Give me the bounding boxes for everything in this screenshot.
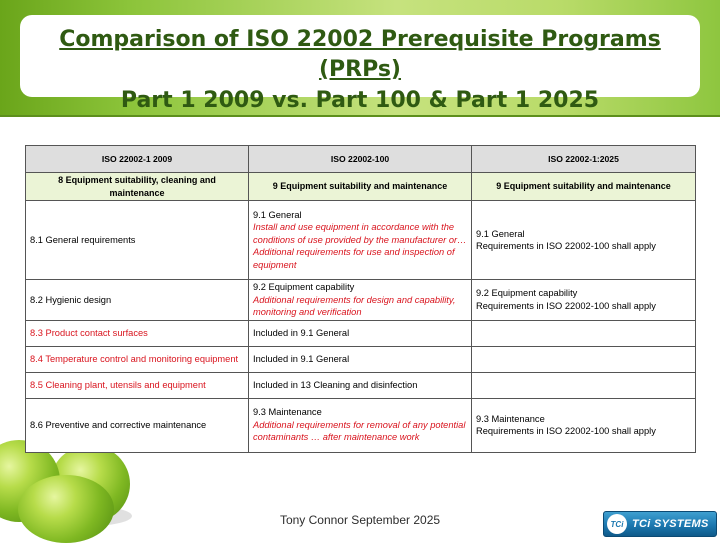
- table-row: [26, 201, 696, 280]
- table-cell: 8.2 Hygienic design: [26, 280, 249, 321]
- section-header: 9 Equipment suitability and maintenance: [249, 173, 472, 201]
- clause-heading: 9.3 Maintenance: [253, 407, 322, 418]
- clause-note: Additional requirements for removal of any potential contaminants … after maintenance work: [253, 419, 466, 443]
- title-box: [20, 15, 700, 113]
- clause-note: Additional requirements for use and inspection of equipment: [253, 247, 455, 270]
- clause-note: Install and use equipment in accordance with the conditions of use provided by the manufacturer or…: [253, 222, 467, 245]
- column-header: ISO 22002-1:2025: [472, 146, 696, 173]
- comparison-table: [25, 145, 696, 453]
- table-cell: 8.4 Temperature control and monitoring equipment: [26, 346, 249, 372]
- clause-note: Requirements in ISO 22002-100 shall apply: [476, 241, 656, 251]
- clause-heading: 9.1 General: [476, 228, 525, 239]
- footer-author-date: Tony Connor September 2025: [279, 513, 441, 527]
- table-row: [26, 320, 696, 346]
- table-cell: Included in 9.1 General: [249, 346, 472, 372]
- clause-note: Additional requirements for design and capability, monitoring and verification: [253, 294, 456, 317]
- table-cell: [249, 280, 472, 321]
- table-row: [26, 372, 696, 398]
- table-cell: Included in 13 Cleaning and disinfection: [249, 372, 472, 398]
- table-header-row: [26, 146, 696, 173]
- table-cell: [249, 201, 472, 280]
- clause-note: Requirements in ISO 22002-100 shall apply: [476, 426, 656, 436]
- table-cell-empty: [472, 320, 696, 346]
- table-cell-empty: [472, 346, 696, 372]
- table-cell: [472, 398, 696, 452]
- section-header: 8 Equipment suitability, cleaning and maintenance: [26, 173, 249, 201]
- table-row: [26, 398, 696, 452]
- company-logo: [603, 511, 717, 537]
- table-subheader-row: [26, 173, 696, 201]
- clause-heading: 9.2 Equipment capability: [476, 288, 578, 299]
- table-cell: 8.3 Product contact surfaces: [26, 320, 249, 346]
- page-title: Comparison of ISO 22002 Prerequisite Programs (PRPs): [59, 27, 661, 82]
- apple-image: [18, 475, 114, 543]
- table-cell-empty: [472, 372, 696, 398]
- table-cell: [249, 398, 472, 452]
- logo-mark: TCi: [607, 514, 627, 534]
- clause-heading: 9.2 Equipment capability: [253, 282, 355, 292]
- table-cell: [472, 201, 696, 280]
- section-header: 9 Equipment suitability and maintenance: [472, 173, 696, 201]
- clause-heading: 9.1 General: [253, 209, 302, 220]
- table-cell: [472, 280, 696, 321]
- table-cell: 8.1 General requirements: [26, 201, 249, 280]
- page-subtitle: Part 1 2009 vs. Part 100 & Part 1 2025: [120, 88, 600, 113]
- column-header: ISO 22002-1 2009: [26, 146, 249, 173]
- table-cell: 8.6 Preventive and corrective maintenance: [26, 398, 249, 452]
- table-row: [26, 280, 696, 321]
- table-row: [26, 346, 696, 372]
- logo-text: TCi SYSTEMS: [632, 518, 709, 530]
- table-cell: Included in 9.1 General: [249, 320, 472, 346]
- clause-note: Requirements in ISO 22002-100 shall apply: [476, 300, 656, 311]
- clause-heading: 9.3 Maintenance: [476, 413, 545, 424]
- column-header: ISO 22002-100: [249, 146, 472, 173]
- table-cell: 8.5 Cleaning plant, utensils and equipment: [26, 372, 249, 398]
